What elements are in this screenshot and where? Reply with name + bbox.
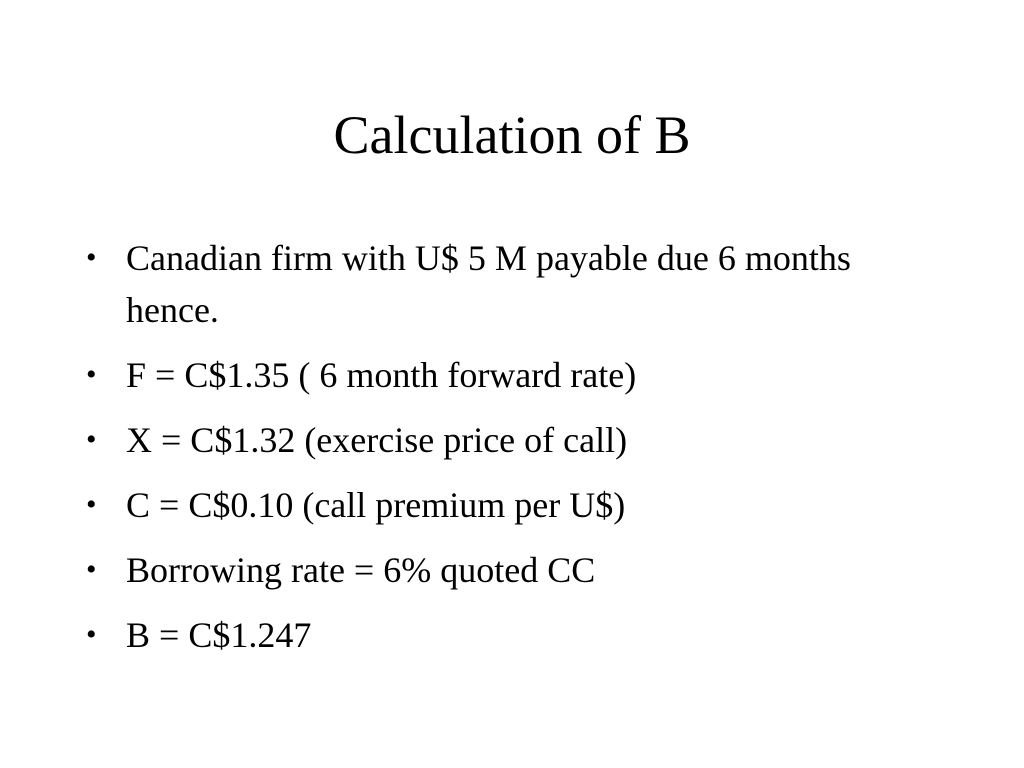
bullet-text: C = C$0.10 (call premium per U$) — [126, 485, 626, 525]
bullet-dot-icon: • — [86, 488, 97, 521]
bullet-item-forward-rate — [86, 349, 946, 401]
bullet-text: X = C$1.32 (exercise price of call) — [126, 420, 628, 460]
bullet-dot-icon: • — [86, 358, 97, 391]
bullet-dot-icon: • — [86, 423, 97, 456]
bullet-text: Canadian firm with U$ 5 M payable due 6 months hence. — [126, 238, 851, 330]
bullet-text: B = C$1.247 — [126, 615, 312, 655]
bullet-item-payable — [86, 232, 946, 336]
bullet-item-call-premium — [86, 479, 946, 531]
bullet-item-exercise-price — [86, 414, 946, 466]
bullet-dot-icon: • — [86, 241, 97, 274]
bullet-list — [86, 232, 946, 674]
bullet-text: F = C$1.35 ( 6 month forward rate) — [126, 355, 637, 395]
bullet-item-borrowing-rate — [86, 544, 946, 596]
bullet-item-b-value — [86, 609, 946, 661]
bullet-dot-icon: • — [86, 553, 97, 586]
slide-title: Calculation of B — [333, 105, 691, 165]
bullet-dot-icon: • — [86, 618, 97, 651]
bullet-text: Borrowing rate = 6% quoted CC — [126, 550, 596, 590]
